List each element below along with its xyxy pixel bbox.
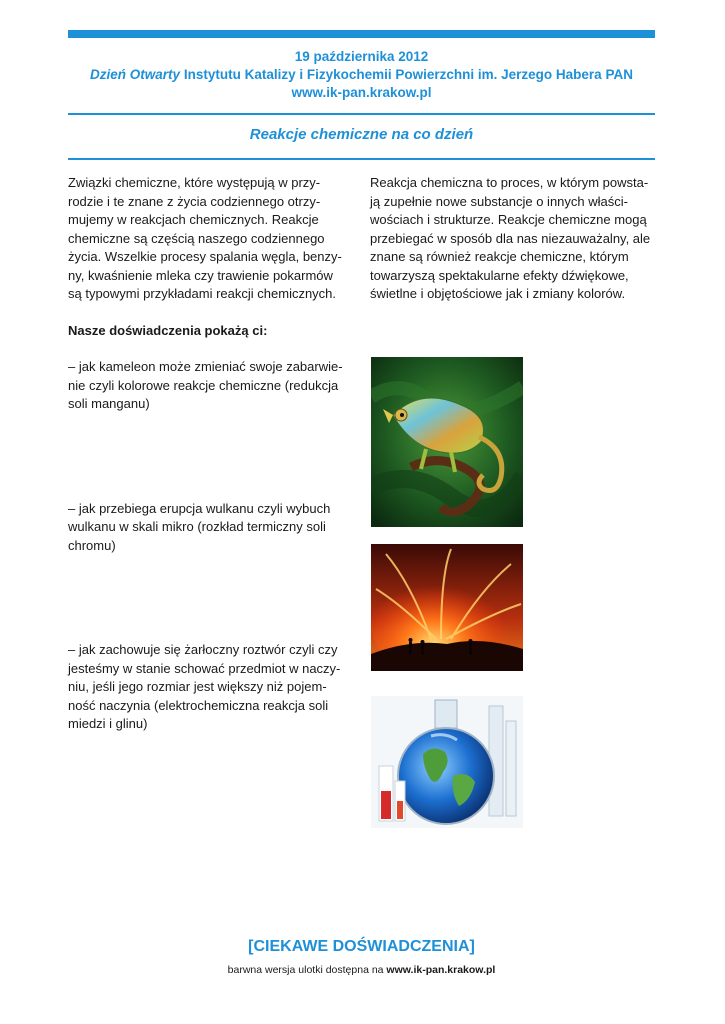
header-website-link[interactable]: www.ik-pan.krakow.pl (291, 85, 432, 100)
event-name-rest: Instytutu Katalizy i Fizykochemii Powierzchni im. Jerzego Habera PAN (180, 67, 633, 82)
page-title: Reakcje chemiczne na co dzień (249, 126, 474, 143)
experiment-item-flask: – jak zachowuje się żarłoczny roztwór czyli czy jesteśmy w stanie schować przedmiot w naczy- niu, jeśli jego rozmiar jest większy niż pojem- ność naczynia (elektrochemiczna reakcja soli miedzi i glinu) (68, 642, 341, 731)
intro-right-paragraph: Reakcja chemiczna to proces, w którym powsta- ją zupełnie nowe substancje o innych właści- wościach i strukturze. Reakcje chemiczne mogą przebiegać w sposób dla nas niezauważalny, ale znane są również reakcje chemiczne, którym towarzyszą spektakularne efekty dźwiękowe, świetlne i objętościowe jak i zmiany kolorów. (370, 175, 651, 301)
event-name (68, 66, 655, 84)
top-accent-bar (68, 30, 655, 38)
experiment-item-volcano: – jak przebiega erupcja wulkanu czyli wybuch wulkanu w skali mikro (rozkład termiczny soli chromu) (68, 500, 331, 553)
event-name-italic: Dzień Otwarty (90, 67, 181, 82)
header-divider (68, 113, 655, 115)
right-column (370, 174, 657, 304)
chameleon-photo (371, 357, 523, 527)
footer-note (68, 964, 655, 976)
globe-flask-photo (371, 696, 523, 828)
footer-note-text: barwna wersja ulotki dostępna na (227, 964, 387, 976)
experiment-item-chameleon: – jak kameleon może zmieniać swoje zabarwie- nie czyli kolorowe reakcje chemiczne (redukcja soli manganu) (68, 359, 343, 411)
footer-title: [CIEKAWE DOŚWIADCZENIA] (248, 938, 475, 955)
experiments-heading: Nasze doświadczenia pokażą ci: (68, 322, 268, 338)
page-header (68, 48, 655, 102)
intro-left-paragraph: Związki chemiczne, które występują w przy- rodzie i te znane z życia codziennego otrzy- mujemy w reakcjach chemicznych. Reakcje chemiczne są częścią naszego codziennego życia. Wszelkie procesy spalania węgla, benzy- ny, kwaśnienie mleka czy trawienie pokarmów są typowymi przykładami reakcji chemicznych. (68, 175, 342, 301)
left-column (68, 174, 353, 734)
event-date: 19 października 2012 (294, 49, 429, 64)
footer-website-link[interactable]: www.ik-pan.krakow.pl (386, 964, 496, 976)
title-divider (68, 158, 655, 160)
volcano-photo (371, 544, 523, 671)
